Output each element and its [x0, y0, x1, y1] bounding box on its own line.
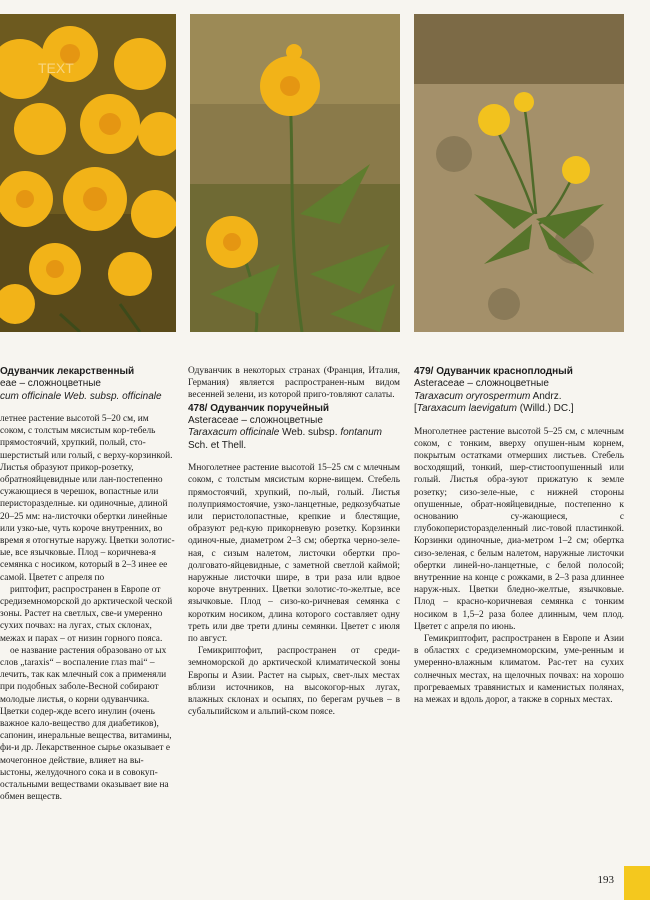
watermark: TEXT — [38, 60, 74, 76]
page-number: 193 — [597, 874, 614, 886]
photo-dandelion-fontanum — [190, 14, 400, 332]
species-family: Asteraceae – сложноцветные — [188, 414, 323, 426]
species-family: eae – сложноцветные — [0, 378, 101, 389]
column-species-477 — [0, 365, 176, 804]
column-species-479 — [414, 365, 624, 706]
species-distribution: Гемикриптофит, распространен в Европе и Азии в областях с средиземноморским, уме-ренным и умеренно-влажным климатом. Рас-тет на сухих солнечных местах, на щелочных почвах: на хорошо прогреваемых травянистых и каменистых полянах, на межах и вдоль дорог, а также в сорных местах. — [414, 633, 624, 705]
species-description: Многолетнее растение высотой 5–25 см, с млечным соком, с тонким, вверху опушен-ным корнем, покрытым остатками отмерших листьев. Стебель восходящий, тонкий, шер-стистоопушенный или голый. Листья обра-зуют прижатую к земле розетку; сизо-зеле-ные, с нижней стороны опушенные, обрат-нояйцевидные, постепенно к основанию су-жающиеся, с глубокоперисторазделенный лис-товой пластинкой. Корзинки одиночные, диа-метром 1–2 см; обертка сизо-зеленая, с белым налетом, наружные листочки обертки линей-но-ланцетные, с белой полосой; внутренние на конце с рожками, в 2–3 раза длиннее наруж-ных. Цветки бледно-желтые, язычковые. Плод – красно-коричневая семянка с тонким носиком в 1,5–2 раза более длинным, чем плод. Цветет с апреля по июнь. — [414, 426, 624, 632]
species-latin-name: cum officinale Web. subsp. officinale — [0, 390, 162, 402]
column-species-478 — [188, 365, 400, 718]
species-distribution: риптофит, распространен в Европе от средиземноморской до арктической ческой зоны. Растет на светлых, све-и умеренно сухих почвах: на лугах, стых склонах, межах и парах – от низин горного пояса. — [0, 584, 173, 644]
species-description: летнее растение высотой 5–20 см, им соком, с толстым мясистым кор-тебель прямостоячий, хрупкий, полый, сто-шерстистый или голый, с верху-корзинкой. Листья образуют прикор-розетку, обратнояйцевидные или лан-постепенно сужающиеся в черешок, вопастные или перисторазделные. ки одиночные, длиной 20–25 мм: на-листочки обертки линейные или узко-ые, чуть короче внутренних, во время я отогнутые наружу. Цветки золотис-ые, все язычковые. Плод – коричнева-я семянка с носиком, который в 2–3 инее ее самой. Цветет с апреля по — [0, 414, 175, 583]
photo-dandelion-oryrospermum — [414, 14, 624, 332]
species-latin-name: Taraxacum officinale Web. subsp. fontanum Sch. et Thell. — [188, 427, 383, 451]
page-edge-tab — [624, 866, 650, 900]
species-synonym: [Taraxacum laevigatum (Willd.) DC.] — [414, 403, 574, 414]
species-heading: Одуванчик лекарственный — [0, 366, 135, 377]
species-usage: ое название растения образовано от ых слов „taraxis“ – воспаление глаз mai“ – лечить, так как млечный сок а применяли при подобных заболе-Весной собирают молодые листья, о корни одуванчика. Цветки содер-жде всего инулин (очень важное кало-вещество для диабетиков), сапонин, инеральные вещества, витамины, фи-и др. Лекарственное сырье оказывает е мочегонное действие, влияет на вы-ыстоны, желудочного сока и в совокуп-остальными веществами оказывает вие на обмен веществ. — [0, 645, 172, 803]
photo-dandelion-officinale — [0, 14, 176, 332]
species-family: Asteraceae – сложноцветные — [414, 378, 549, 389]
continued-text: Одуванчик в некоторых странах (Франция, Италия, Германия) является распространен-ным видом весенней зелени, из которой приго-товляют салаты. — [188, 366, 400, 401]
species-latin-name: Taraxacum oryrospermum Andrz. — [414, 390, 562, 402]
species-description: Многолетнее растение высотой 15–25 см с млечным соком, с толстым мясистым корне-вищем. Стебель прямостоячий, хрупкий, по-лый, голый. Листья полуприямостоячие, узко-ланцетные, редкозубчатые или перистолопастные, крепкие и блестящие, образуют ред-кую прикорневую розетку. Корзинки одиноч-ные, диаметром 2–3 см; обертка черно-зеле-ная, с сизым налетом, листочки обертки про-долговато-яйцевидные, с заметной светлой каймой; наружные листочки шире, в три раза или вдвое короче внутренних. Цветки золотис-то-желтые, все язычковые. Плод – сизо-ко-ричневая семянка с коротким носиком, длина которого составляет одну треть или две трети длины семянки. Цветет с июля по август. — [188, 463, 400, 644]
species-heading: 479/ Одуванчик красноплодный — [414, 366, 573, 377]
species-heading: 478/ Одуванчик поручейный — [188, 402, 330, 414]
species-distribution: Гемикриптофит, распространен от среди-земноморской до арктической климатической зоны Европы и Азии. Растет на сырых, свет-лых местах вблизи источников, на высокогор-ных лугах, влажных склонах и осыпях, по берегам ручьев – в субальпийском и альпий-ском поясе. — [188, 646, 400, 718]
